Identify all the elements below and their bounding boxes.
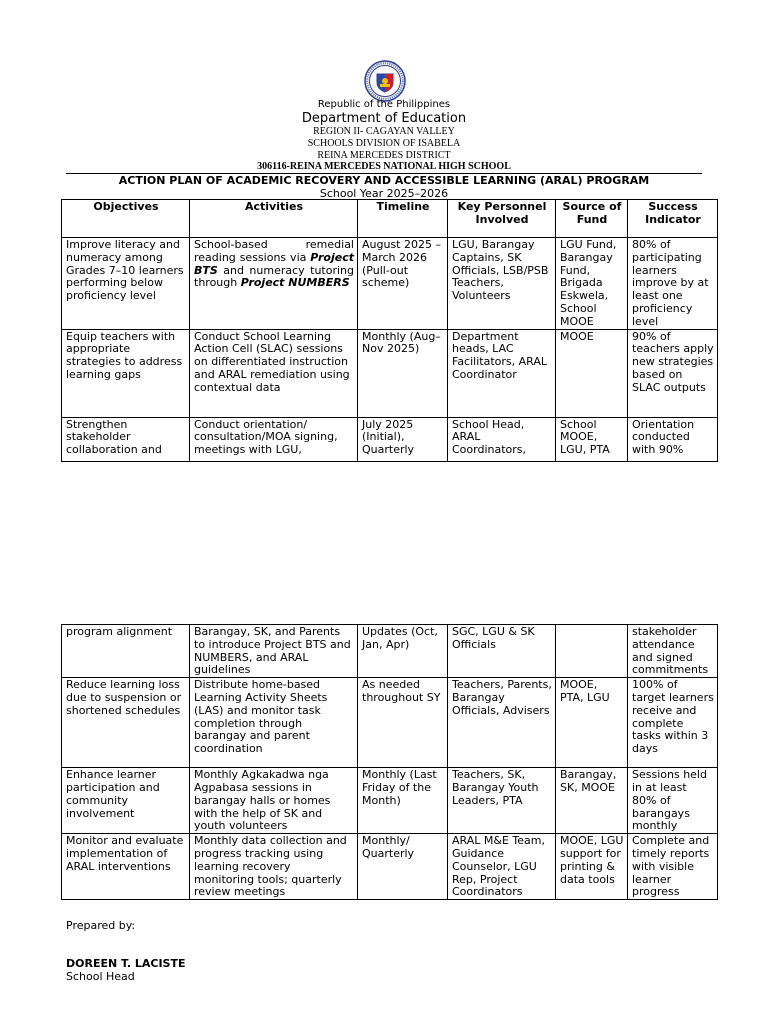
table-row <box>62 238 718 330</box>
action-plan-table-part2 <box>61 624 718 900</box>
timeline-cell: Monthly/ Quarterly <box>358 834 448 900</box>
objective-cell: Improve literacy and numeracy among Grades 7–10 learners performing below proficiency level <box>62 238 190 330</box>
action-plan-table-part1 <box>61 199 718 462</box>
personnel-cell: Teachers, Parents, Barangay Officials, Advisers <box>448 678 556 768</box>
header-division: SCHOOLS DIVISION OF ISABELA <box>307 138 461 149</box>
personnel-cell: LGU, Barangay Captains, SK Officials, LSB/PSB Teachers, Volunteers <box>448 238 556 330</box>
indicator-cell: Complete and timely reports with visible learner progress <box>628 834 718 900</box>
objective-cell: Reduce learning loss due to suspension or shortened schedules <box>62 678 190 768</box>
deped-seal-logo <box>364 60 406 102</box>
fund-cell <box>556 625 628 678</box>
activity-text: and numeracy tutoring through <box>194 263 354 290</box>
table-header-row <box>62 200 718 238</box>
document-title: ACTION PLAN OF ACADEMIC RECOVERY AND ACCESSIBLE LEARNING (ARAL) PROGRAM <box>118 174 650 187</box>
timeline-cell: August 2025 – March 2026 (Pull-out scheme) <box>358 238 448 330</box>
activity-cell: Distribute home-based Learning Activity Sheets (LAS) and monitor task completion through barangay and parent coordination <box>190 678 358 768</box>
header-district: REINA MERCEDES DISTRICT <box>317 150 451 161</box>
table-row <box>62 768 718 834</box>
header-school: 306116-REINA MERCEDES NATIONAL HIGH SCHOOL <box>257 161 511 172</box>
header-republic: Republic of the Philippines <box>317 99 451 110</box>
activity-text: School-based remedial reading sessions via <box>194 238 354 264</box>
personnel-cell: Department heads, LAC Facilitators, ARAL Coordinator <box>448 329 556 417</box>
activity-cell <box>190 238 358 330</box>
activity-cell: Conduct orientation/ consultation/MOA signing, meetings with LGU, <box>190 417 358 461</box>
objective-cell: Equip teachers with appropriate strategies to address learning gaps <box>62 329 190 417</box>
project-numbers-label: Project NUMBERS <box>240 276 350 290</box>
activity-cell: Conduct School Learning Action Cell (SLAC) sessions on differentiated instruction and ARAL remediation using contextual data <box>190 329 358 417</box>
timeline-cell: As needed throughout SY <box>358 678 448 768</box>
signatory-name: DOREEN T. LACISTE <box>66 957 186 970</box>
col-header-key-personnel: Key Personnel Involved <box>448 200 556 238</box>
personnel-cell: School Head, ARAL Coordinators, <box>448 417 556 461</box>
signatory-position: School Head <box>66 970 135 983</box>
fund-cell: MOOE, LGU support for printing & data tools <box>556 834 628 900</box>
project-bts-label: Project BTS <box>194 250 354 277</box>
objective-cell: Strengthen stakeholder collaboration and <box>62 417 190 461</box>
indicator-cell: Sessions held in at least 80% of barangays monthly <box>628 768 718 834</box>
header-region: REGION II- CAGAYAN VALLEY <box>313 126 455 137</box>
table-row <box>62 417 718 461</box>
fund-cell: MOOE, PTA, LGU <box>556 678 628 768</box>
indicator-cell: 90% of teachers apply new strategies based on SLAC outputs <box>628 329 718 417</box>
header-department: Department of Education <box>301 111 467 126</box>
school-year: School Year 2025–2026 <box>319 187 449 200</box>
timeline-cell: Monthly (Aug–Nov 2025) <box>358 329 448 417</box>
activity-cell: Monthly data collection and progress tracking using learning recovery monitoring tools; quarterly review meetings <box>190 834 358 900</box>
personnel-cell: Teachers, SK, Barangay Youth Leaders, PTA <box>448 768 556 834</box>
objective-cell: Enhance learner participation and community involvement <box>62 768 190 834</box>
personnel-cell: SGC, LGU & SK Officials <box>448 625 556 678</box>
indicator-cell: Orientation conducted with 90% <box>628 417 718 461</box>
fund-cell: MOOE <box>556 329 628 417</box>
timeline-cell: Monthly (Last Friday of the Month) <box>358 768 448 834</box>
objective-cell: Monitor and evaluate implementation of ARAL interventions <box>62 834 190 900</box>
indicator-cell: 100% of target learners receive and complete tasks within 3 days <box>628 678 718 768</box>
col-header-source-of-fund: Source of Fund <box>556 200 628 238</box>
activity-cell: Monthly Agkakadwa nga Agpabasa sessions in barangay halls or homes with the help of SK and youth volunteers <box>190 768 358 834</box>
fund-cell: Barangay, SK, MOOE <box>556 768 628 834</box>
indicator-cell: stakeholder attendance and signed commitments <box>628 625 718 678</box>
col-header-activities: Activities <box>190 200 358 238</box>
table-row <box>62 625 718 678</box>
col-header-objectives: Objectives <box>62 200 190 238</box>
fund-cell: LGU Fund, Barangay Fund, Brigada Eskwela, School MOOE <box>556 238 628 330</box>
table-row <box>62 834 718 900</box>
personnel-cell: ARAL M&E Team, Guidance Counselor, LGU Rep, Project Coordinators <box>448 834 556 900</box>
table-row <box>62 329 718 417</box>
indicator-cell: 80% of participating learners improve by at least one proficiency level <box>628 238 718 330</box>
activity-cell: Barangay, SK, and Parents to introduce Project BTS and NUMBERS, and ARAL guidelines <box>190 625 358 678</box>
fund-cell: School MOOE, LGU, PTA <box>556 417 628 461</box>
objective-cell: program alignment <box>62 625 190 678</box>
prepared-by-label: Prepared by: <box>66 919 136 932</box>
timeline-cell: July 2025 (Initial), Quarterly <box>358 417 448 461</box>
timeline-cell: Updates (Oct, Jan, Apr) <box>358 625 448 678</box>
col-header-success-indicator: Success Indicator <box>628 200 718 238</box>
table-row <box>62 678 718 768</box>
col-header-timeline: Timeline <box>358 200 448 238</box>
